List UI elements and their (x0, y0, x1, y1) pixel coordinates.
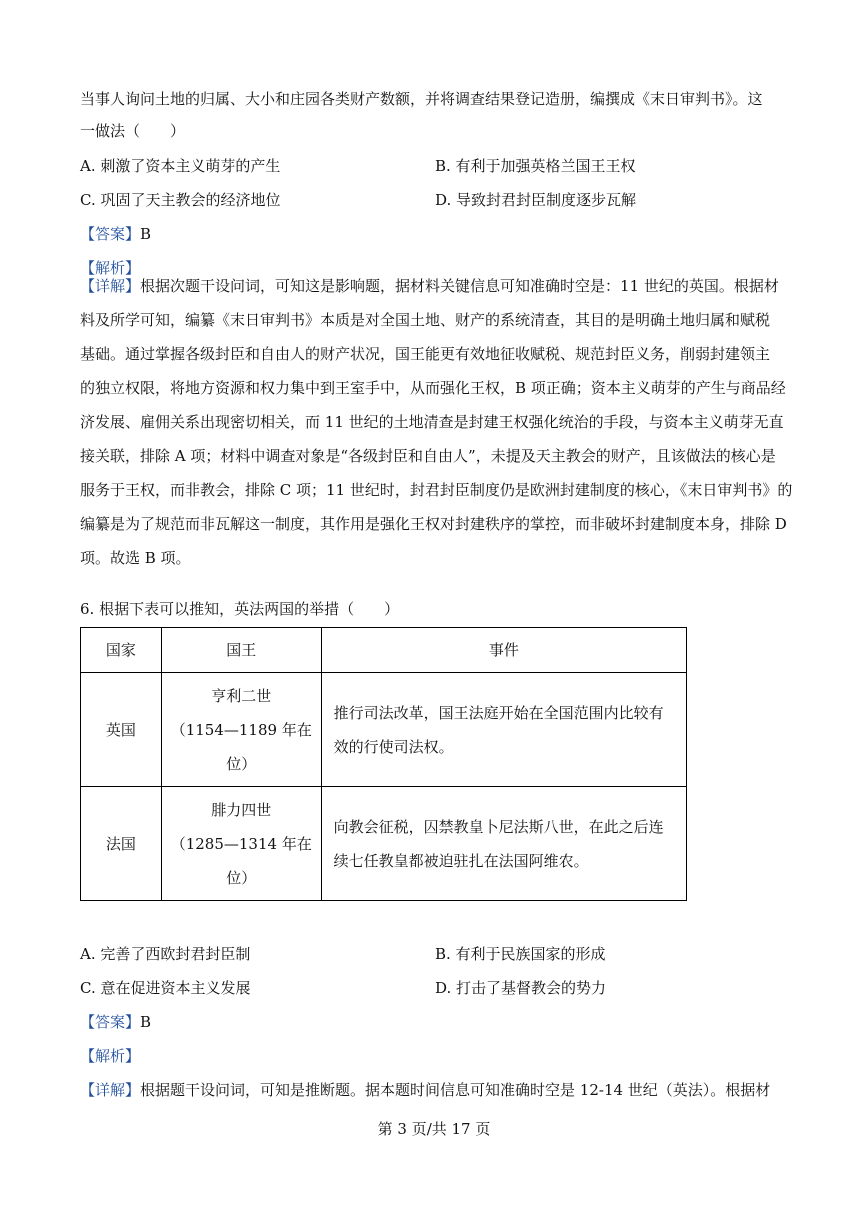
detail-tag: 【详解】 (80, 277, 141, 295)
detail-line: 料及所学可知，编纂《末日审判书》本质是对全国土地、财产的系统清查，其目的是明确土地归属和赋税 (80, 311, 771, 329)
page-footer: 第 3 页/共 17 页 (377, 1120, 491, 1138)
answer-value: B (140, 225, 152, 243)
answer-tag: 【答案】 (80, 1013, 141, 1031)
q6-detail-line: 【详解】根据题干设问词，可知是推断题。据本题时间信息可知准确时空是 12-14 世纪（英法）。根据材 (80, 1081, 771, 1099)
q5-stem-line-1: 当事人询问土地的归属、大小和庄园各类财产数额，并将调查结果登记造册，编撰成《末日审判书》。这 (80, 90, 763, 108)
detail-line: 编纂是为了规范而非瓦解这一制度，其作用是强化王权对封建秩序的掌控，而非破坏封建制度本身，排除 D (80, 515, 787, 533)
table-row (81, 673, 687, 787)
q6-analysis-tag (80, 1045, 140, 1067)
detail-line: 的独立权限，将地方资源和权力集中到王室手中，从而强化王权，B 项正确；资本主义萌芽的产生与商品经 (80, 379, 786, 397)
detail-line: 【详解】根据次题干设问词，可知这是影响题，据材料关键信息可知准确时空是：11 世纪的英国。根据材 (80, 277, 779, 295)
q6-answer (80, 1011, 151, 1033)
header-event: 事件 (321, 628, 686, 673)
q6-option-b: B. 有利于民族国家的形成 (435, 945, 606, 963)
detail-line: 济发展、雇佣关系出现密切相关，而 11 世纪的土地清查是封建王权强化统治的手段，与资本主义萌芽无直 (80, 413, 784, 431)
q5-option-b: B. 有利于加强英格兰国王王权 (435, 157, 636, 175)
q5-answer (80, 223, 151, 245)
table-row (81, 787, 687, 901)
q6-stem: 6. 根据下表可以推知，英法两国的举措（ ） (80, 600, 400, 618)
answer-tag: 【答案】 (80, 225, 141, 243)
cell-king: 亨利二世 （1154—1189 年在 位） (161, 673, 321, 787)
q5-option-d: D. 导致封君封臣制度逐步瓦解 (435, 191, 637, 209)
q5-option-c: C. 巩固了天主教会的经济地位 (80, 191, 281, 209)
events-table (80, 627, 687, 901)
answer-value: B (140, 1013, 152, 1031)
q6-option-c: C. 意在促进资本主义发展 (80, 979, 251, 997)
detail-line: 服务于王权，而非教会，排除 C 项；11 世纪时，封君封臣制度仍是欧洲封建制度的核心，《末日审判书》的 (80, 481, 793, 499)
cell-event: 向教会征税，囚禁教皇卜尼法斯八世，在此之后连 续七任教皇都被迫驻扎在法国阿维农。 (321, 787, 686, 901)
detail-tag: 【详解】 (80, 1081, 141, 1099)
detail-line: 接关联，排除 A 项；材料中调查对象是“各级封臣和自由人”，未提及天主教会的财产，且该做法的核心是 (80, 447, 776, 465)
analysis-tag: 【解析】 (80, 259, 141, 277)
cell-king: 腓力四世 （1285—1314 年在 位） (161, 787, 321, 901)
detail-line: 项。故选 B 项。 (80, 549, 191, 567)
q5-stem-line-2: 一做法（ ） (80, 122, 186, 140)
analysis-tag: 【解析】 (80, 1047, 141, 1065)
q5-detail (80, 269, 792, 575)
cell-event: 推行司法改革，国王法庭开始在全国范围内比较有 效的行使司法权。 (321, 673, 686, 787)
header-king: 国王 (161, 628, 321, 673)
q6-option-a: A. 完善了西欧封君封臣制 (80, 945, 251, 963)
q6-option-d: D. 打击了基督教会的势力 (435, 979, 607, 997)
header-country: 国家 (81, 628, 162, 673)
q5-option-a: A. 刺激了资本主义萌芽的产生 (80, 157, 281, 175)
cell-country: 法国 (81, 787, 162, 901)
detail-line: 基础。通过掌握各级封臣和自由人的财产状况，国王能更有效地征收赋税、规范封臣义务，削弱封建领主 (80, 345, 771, 363)
table-header-row (81, 628, 687, 673)
cell-country: 英国 (81, 673, 162, 787)
